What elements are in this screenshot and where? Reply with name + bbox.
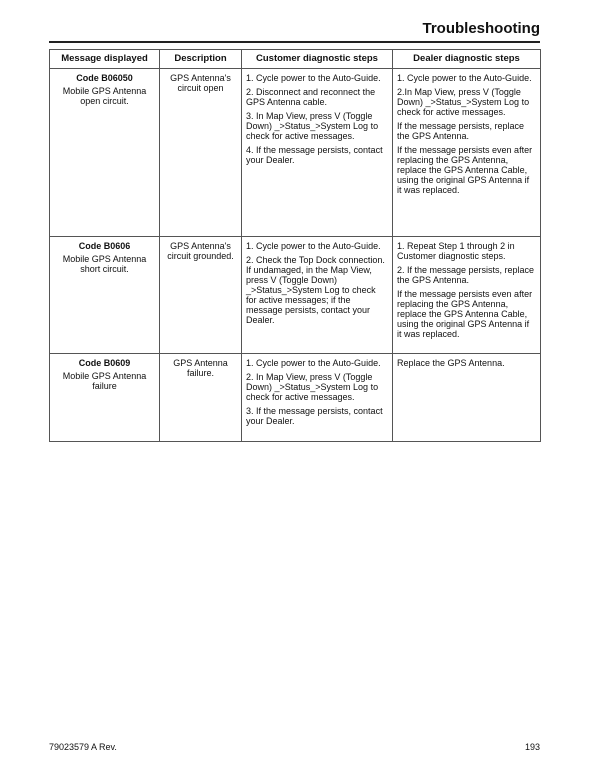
dealer-step: Replace the GPS Antenna. xyxy=(397,358,505,368)
customer-step: 4. If the message persists, contact your Dealer. xyxy=(246,145,383,165)
message-cell xyxy=(50,354,160,442)
error-code: Code B06050 xyxy=(76,73,133,83)
message-text: Mobile GPS Antenna open circuit. xyxy=(62,86,147,106)
customer-step: 2. In Map View, press V (Toggle Down) _>Status_>System Log to check for active messages. xyxy=(246,372,379,402)
dealer-step: If the message persists, replace the GPS Antenna. xyxy=(397,121,525,141)
dealer-step: If the message persists even after replacing the GPS Antenna, replace the GPS Antenna Cable, using the original GPS Antenna if it was replaced. xyxy=(397,289,533,339)
dealer-steps-cell xyxy=(393,69,541,237)
header-divider xyxy=(49,41,540,43)
page-title: Troubleshooting xyxy=(422,20,540,37)
customer-step: 1. Cycle power to the Auto-Guide. xyxy=(246,73,381,83)
table-row xyxy=(50,237,541,354)
error-code: Code B0609 xyxy=(78,358,131,368)
column-header-description: Description xyxy=(160,50,242,69)
description-cell: GPS Antenna's circuit grounded. xyxy=(160,237,242,354)
troubleshooting-table xyxy=(49,49,541,442)
customer-step: 3. If the message persists, contact your Dealer. xyxy=(246,406,383,426)
customer-step: 1. Cycle power to the Auto-Guide. xyxy=(246,358,381,368)
description-cell: GPS Antenna's circuit open xyxy=(160,69,242,237)
dealer-step: 1. Repeat Step 1 through 2 in Customer diagnostic steps. xyxy=(397,241,515,261)
column-header-message: Message displayed xyxy=(50,50,160,69)
dealer-step: 1. Cycle power to the Auto-Guide. xyxy=(397,73,532,83)
customer-step: 1. Cycle power to the Auto-Guide. xyxy=(246,241,381,251)
column-header-dealer-steps: Dealer diagnostic steps xyxy=(393,50,541,69)
error-code: Code B0606 xyxy=(78,241,131,251)
customer-step: 2. Check the Top Dock connection. If undamaged, in the Map View, press V (Toggle Down) _>Status_>System Log to check for active messages; if the message persists, contact your Dealer. xyxy=(246,255,385,325)
message-cell xyxy=(50,69,160,237)
dealer-steps-cell xyxy=(393,354,541,442)
document-id: 79023579 A Rev. xyxy=(49,742,117,752)
table-header-row xyxy=(50,50,541,69)
message-text: Mobile GPS Antenna short circuit. xyxy=(62,254,147,274)
table-row xyxy=(50,69,541,237)
page-number: 193 xyxy=(524,742,540,752)
customer-step: 2. Disconnect and reconnect the GPS Antenna cable. xyxy=(246,87,376,107)
message-text: Mobile GPS Antenna failure xyxy=(62,371,147,391)
customer-steps-cell xyxy=(242,69,393,237)
dealer-step: 2.In Map View, press V (Toggle Down) _>Status_>System Log to check for active messages. xyxy=(397,87,530,117)
column-header-customer-steps: Customer diagnostic steps xyxy=(242,50,393,69)
message-cell xyxy=(50,237,160,354)
dealer-step: 2. If the message persists, replace the GPS Antenna. xyxy=(397,265,535,285)
description-cell: GPS Antenna failure. xyxy=(160,354,242,442)
customer-step: 3. In Map View, press V (Toggle Down) _>Status_>System Log to check for active messages. xyxy=(246,111,379,141)
customer-steps-cell xyxy=(242,237,393,354)
table-row xyxy=(50,354,541,442)
customer-steps-cell xyxy=(242,354,393,442)
dealer-steps-cell xyxy=(393,237,541,354)
dealer-step: If the message persists even after replacing the GPS Antenna, replace the GPS Antenna Cable, using the original GPS Antenna if it was replaced. xyxy=(397,145,533,195)
